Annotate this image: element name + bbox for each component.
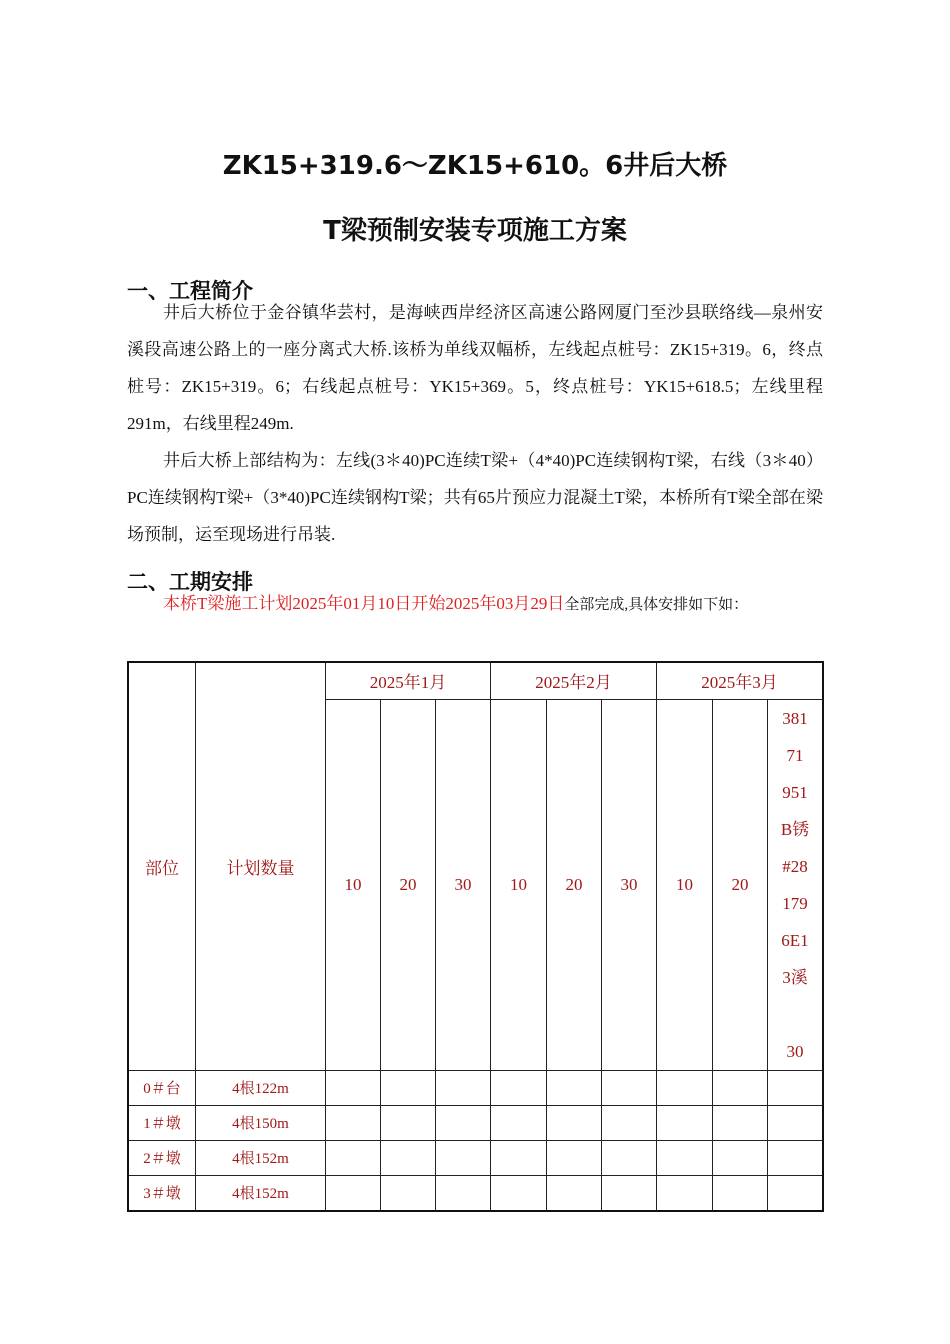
- title-line-2: T梁预制安装专项施工方案: [323, 216, 627, 246]
- cell-text: 6E1: [781, 930, 809, 950]
- table-row: [128, 1070, 823, 1105]
- schedule-text: 全部完成,具体安排如下如：: [564, 597, 749, 613]
- cell-empty: [768, 996, 822, 1033]
- cell-text: 179: [782, 893, 808, 913]
- header-month: 2025年2月: [491, 662, 657, 699]
- cell-part: 1＃墩: [128, 1105, 196, 1140]
- table-row: [128, 1175, 823, 1211]
- header-part: 部位: [128, 662, 196, 1070]
- header-day: 10: [326, 699, 381, 1070]
- cell-qty: 4根150m: [196, 1105, 326, 1140]
- cell-part: 0＃台: [128, 1070, 196, 1105]
- section-heading: 一、工程简介: [127, 279, 253, 303]
- cell-text: B锈: [780, 819, 810, 839]
- header-day: 30: [436, 699, 491, 1070]
- header-day: 20: [713, 699, 768, 1070]
- cell-qty: 4根152m: [196, 1175, 326, 1211]
- header-day: 10: [491, 699, 547, 1070]
- cell-part: 3＃墩: [128, 1175, 196, 1211]
- cell-text: #28: [782, 856, 808, 876]
- header-day-last: [768, 699, 824, 1070]
- paragraph: 井后大桥位于金谷镇华芸村，是海峡西岸经济区高速公路网厦门至沙县联络线—泉州安溪段高速公路上的一座分离式大桥.该桥为单线双幅桥，左线起点桩号：ZK15+319。6，终点桩号：ZK15+319。6；右线起点桩号：YK15+369。5，终点桩号：YK15+618.5；左线里程291m，右线里程249m.: [127, 303, 823, 433]
- table-row: [128, 1105, 823, 1140]
- header-day: 30: [602, 699, 657, 1070]
- header-day: 20: [547, 699, 602, 1070]
- cell-qty: 4根152m: [196, 1140, 326, 1175]
- cell-qty: 4根122m: [196, 1070, 326, 1105]
- paragraph: 井后大桥上部结构为：左线(3＊40)PC连续T梁+（4*40)PC连续钢构T梁，右线（3＊40）PC连续钢构T梁+（3*40)PC连续钢构T梁；共有65片预应力混凝土T梁，本桥所有T梁全部在梁场预制，运至现场进行吊装.: [127, 451, 823, 544]
- title-line-1: ZK15+319.6～ZK15+610。6井后大桥: [222, 151, 728, 181]
- header-month: 2025年1月: [326, 662, 491, 699]
- cell-part: 2＃墩: [128, 1140, 196, 1175]
- header-day: 10: [657, 699, 713, 1070]
- header-qty: 计划数量: [196, 662, 326, 1070]
- schedule-table: [127, 661, 824, 1212]
- header-month: 2025年3月: [657, 662, 824, 699]
- table-row: [128, 1140, 823, 1175]
- cell-text: 71: [786, 745, 804, 765]
- paragraph: [127, 585, 823, 624]
- header-day: 20: [381, 699, 436, 1070]
- schedule-red-text: 本桥T梁施工计划2025年01月10日开始2025年03月29日: [163, 594, 565, 613]
- section-heading: 二、工期安排: [127, 570, 253, 594]
- cell-text: 3溪: [782, 967, 808, 987]
- cell-text: 30: [786, 1041, 804, 1061]
- cell-text: 381: [782, 708, 808, 728]
- cell-text: 951: [782, 782, 808, 802]
